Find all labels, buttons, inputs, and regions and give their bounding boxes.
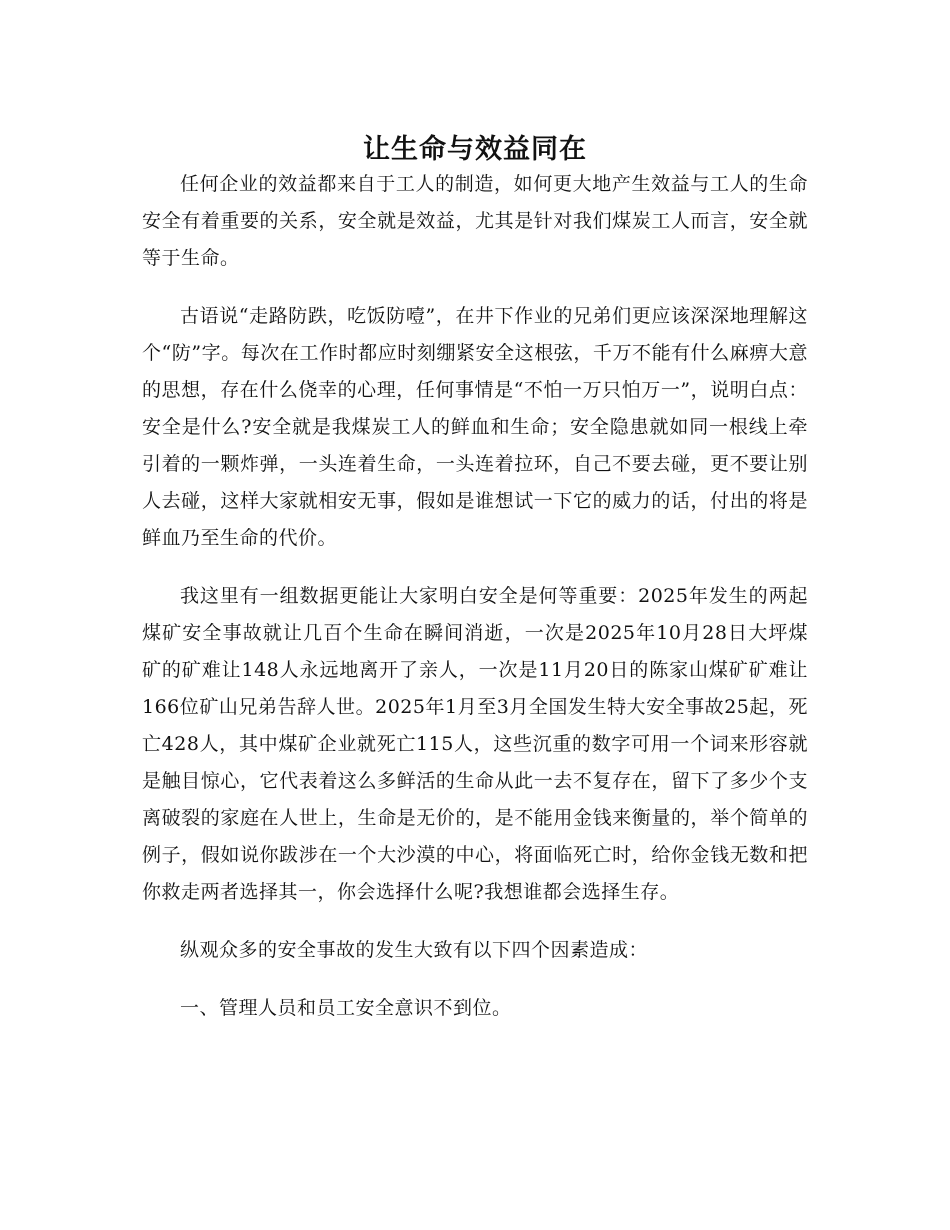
document-title: 让生命与效益同在	[363, 134, 587, 166]
paragraph-proverb: 古语说“走路防跌，吃饭防噎”，在井下作业的兄弟们更应该深深地理解这个“防”字。每次在工作时都应时刻绷紧安全这根弦，千万不能有什么麻痹大意的思想，存在什么侥幸的心理，任何事情是“不怕一万只怕万一”，说明白点：安全是什么?安全就是我煤炭工人的鲜血和生命；安全隐患就如同一根线上牵引着的一颗炸弹，一头连着生命，一头连着拉环，自己不要去碰，更不要让别人去碰，这样大家就相安无事，假如是谁想试一下它的威力的话，付出的将是鲜血乃至生命的代价。	[142, 305, 808, 549]
paragraph-factors-intro: 纵观众多的安全事故的发生大致有以下四个因素造成：	[180, 939, 649, 961]
paragraph-intro: 任何企业的效益都来自于工人的制造，如何更大地产生效益与工人的生命安全有着重要的关系，安全就是效益，尤其是针对我们煤炭工人而言，安全就等于生命。	[142, 173, 808, 269]
paragraph-statistics: 我这里有一组数据更能让大家明白安全是何等重要：2025年发生的两起煤矿安全事故就让几百个生命在瞬间消逝，一次是2025年10月28日大坪煤矿的矿难让148人永远地离开了亲人，一次是11月20日的陈家山煤矿矿难让166位矿山兄弟告辞人世。2025年1月至3月全国发生特大安全事故25起，死亡428人，其中煤矿企业就死亡115人，这些沉重的数字可用一个词来形容就是触目惊心，它代表着这么多鲜活的生命从此一去不复存在，留下了多少个支离破裂的家庭在人世上，生命是无价的，是不能用金钱来衡量的，举个简单的例子，假如说你跋涉在一个大沙漠的中心，将面临死亡时，给你金钱无数和把你救走两者选择其一，你会选择什么呢?我想谁都会选择生存。	[142, 585, 808, 903]
document-body	[142, 166, 808, 1048]
list-item-factor-1: 一、管理人员和员工安全意识不到位。	[180, 997, 512, 1019]
